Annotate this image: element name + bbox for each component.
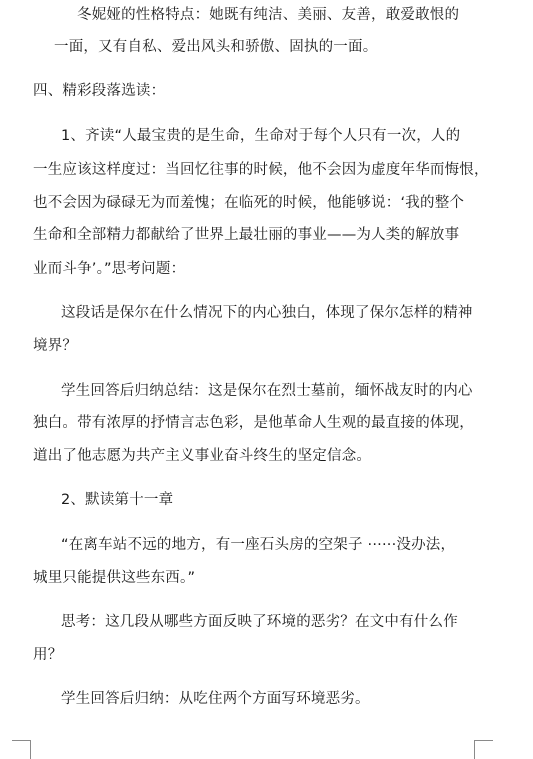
text-line: 冬妮娅的性格特点：她既有纯洁、美丽、友善，敢爱敢恨的 [77,7,460,23]
text-line: 学生回答后归纳总结：这是保尔在烈士墓前，缅怀战友时的内心 [61,383,473,399]
text-line: 独白。带有浓厚的抒情言志色彩，是他革命人生观的最直接的体现， [33,415,474,431]
text-line: 一生应该这样度过：当回忆往事的时候，他不会因为虚度年华而悔恨， [33,162,489,178]
text-line: 这段话是保尔在什么情况下的内心独白，体现了保尔怎样的精神 [61,305,473,321]
text-line: 业而斗争’。”思考问题： [33,261,186,277]
text-line: 也不会因为碌碌无为而羞愧；在临死的时候，他能够说：‘我的整个 [33,195,465,211]
text-line: 城里只能提供这些东西。” [33,570,196,586]
text-line: 学生回答后归纳：从吃住两个方面写环境恶劣。 [61,691,370,707]
section-heading: 四、精彩段落选读： [33,83,166,99]
text-line: 用？ [33,647,63,663]
text-line: 1、齐读“人最宝贵的是生命，生命对于每个人只有一次，人的 [61,128,461,144]
crop-mark-right [474,740,493,759]
text-line: 思考：这几段从哪些方面反映了环境的恶劣？在文中有什么作 [61,614,458,630]
text-line: 生命和全部精力都献给了世界上最壮丽的事业——为人类的解放事 [33,227,460,243]
text-line: 一面，又有自私、爱出风头和骄傲、固执的一面。 [54,39,378,55]
text-line: 道出了他志愿为共产主义事业奋斗终生的坚定信念。 [33,448,372,464]
text-line: 境界？ [33,338,78,354]
text-line: “在离车站不远的地方，有一座石头房的空架子 ······没办法， [61,537,456,553]
crop-mark-left [12,740,31,759]
section-heading: 2、默读第十一章 [61,492,174,508]
